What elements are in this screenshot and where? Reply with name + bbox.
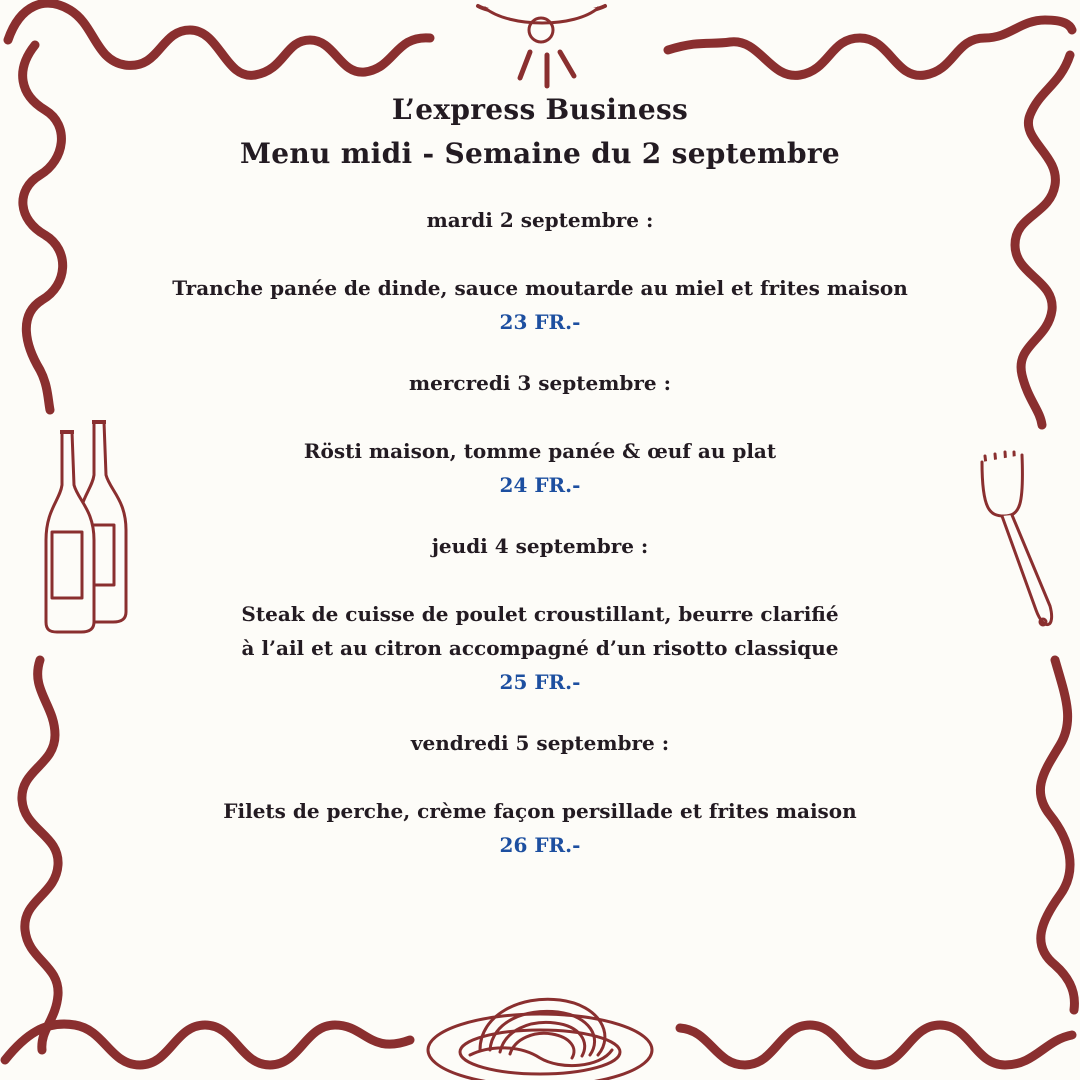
day-label: mercredi 3 septembre : — [409, 371, 671, 395]
dish-line: à l’ail et au citron accompagné d’un risotto classique — [241, 636, 839, 660]
dish-line: Filets de perche, crème façon persillade et frites maison — [223, 799, 857, 823]
dish-line: Steak de cuisse de poulet croustillant, beurre clarifié — [241, 602, 839, 626]
price-label: 24 FR.- — [499, 473, 581, 497]
day-label: jeudi 4 septembre : — [431, 534, 649, 558]
day-section-3 — [60, 726, 1020, 862]
wavy-line-right-upper — [1015, 55, 1070, 425]
wavy-line-top-left — [8, 3, 430, 75]
header-subtitle: Menu midi - Semaine du 2 septembre — [239, 137, 841, 170]
dish-line: Tranche panée de dinde, sauce moutarde au miel et frites maison — [172, 276, 908, 300]
dish-description — [60, 271, 1020, 305]
price-label: 25 FR.- — [499, 670, 581, 694]
dish-description — [60, 794, 1020, 828]
wavy-line-bottom-left — [5, 1024, 410, 1065]
header-title: L’express Business — [391, 93, 689, 126]
wavy-line-bottom-right — [680, 1025, 1072, 1065]
price-label: 26 FR.- — [499, 833, 581, 857]
dish-line: Rösti maison, tomme panée & œuf au plat — [303, 439, 777, 463]
spaghetti-plate-icon — [428, 999, 652, 1080]
wavy-line-top-right — [668, 20, 1072, 75]
wavy-line-left-lower — [22, 660, 58, 1050]
day-label: vendredi 5 septembre : — [410, 731, 670, 755]
day-section-1 — [60, 366, 1020, 502]
dish-description — [60, 597, 1020, 665]
price-label: 23 FR.- — [499, 310, 581, 334]
menu-content — [60, 88, 1020, 862]
day-section-0 — [60, 203, 1020, 339]
hanging-lamp-icon — [478, 6, 605, 86]
day-label: mardi 2 septembre : — [426, 208, 654, 232]
day-section-2 — [60, 529, 1020, 699]
wavy-line-left-upper — [23, 45, 63, 410]
dish-description — [60, 434, 1020, 468]
wavy-line-right-lower — [1040, 660, 1074, 1010]
